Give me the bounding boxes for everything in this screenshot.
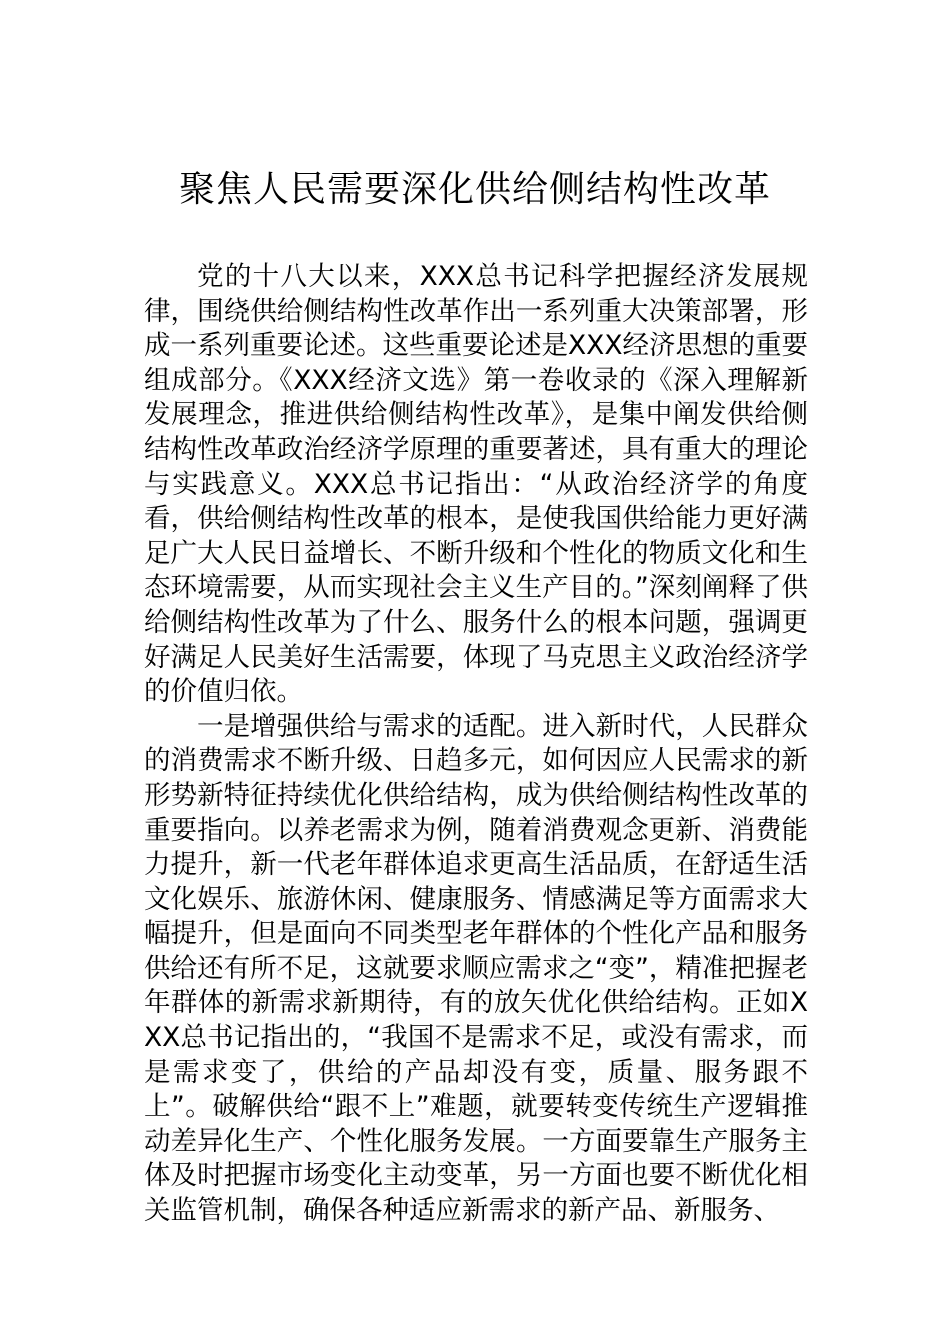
document-title: 聚焦人民需要深化供给侧结构性改革 xyxy=(178,169,771,210)
paragraph-point-one: 一是增强供给与需求的适配。进入新时代，人民群众的消费需求不断升级、日趋多元，如何因应人民需求的新形势新特征持续优化供给结构，成为供给侧结构性改革的重要指向。以养老需求为例，随着消费观念更新、消费能力提升，新一代老年群体追求更高生活品质，在舒适生活文化娱乐、旅游休闲、健康服务、情感满足等方面需求大幅提升，但是面向不同类型老年群体的个性化产品和服务供给还有所不足，这就要求顺应需求之“变”，精准把握老年群体的新需求新期待，有的放矢优化供给结构。正如XXX总书记指出的，“我国不是需求不足，或没有需求，而是需求变了，供给的产品却没有变，质量、服务跟不上”。破解供给“跟不上”难题，就要转变传统生产逻辑推动差异化生产、个性化服务发展。一方面要靠生产服务主体及时把握市场变化主动变革，另一方面也要不断优化相关监管机制，确保各种适应新需求的新产品、新服务、 xyxy=(144,710,808,1227)
paragraph-intro: 党的十八大以来，XXX总书记科学把握经济发展规律，围绕供给侧结构性改革作出一系列重大决策部署，形成一系列重要论述。这些重要论述是XXX经济思想的重要组成部分。《XXX经济文选》第一卷收录的《深入理解新发展理念，推进供给侧结构性改革》，是集中阐发供给侧结构性改革政治经济学原理的重要著述，具有重大的理论与实践意义。XXX总书记指出：“从政治经济学的角度看，供给侧结构性改革的根本，是使我国供给能力更好满足广大人民日益增长、不断升级和个性化的物质文化和生态环境需要，从而实现社会主义生产目的。”深刻阐释了供给侧结构性改革为了什么、服务什么的根本问题，强调更好满足人民美好生活需要，体现了马克思主义政治经济学的价值归依。 xyxy=(144,261,808,708)
document-body xyxy=(144,260,808,1229)
